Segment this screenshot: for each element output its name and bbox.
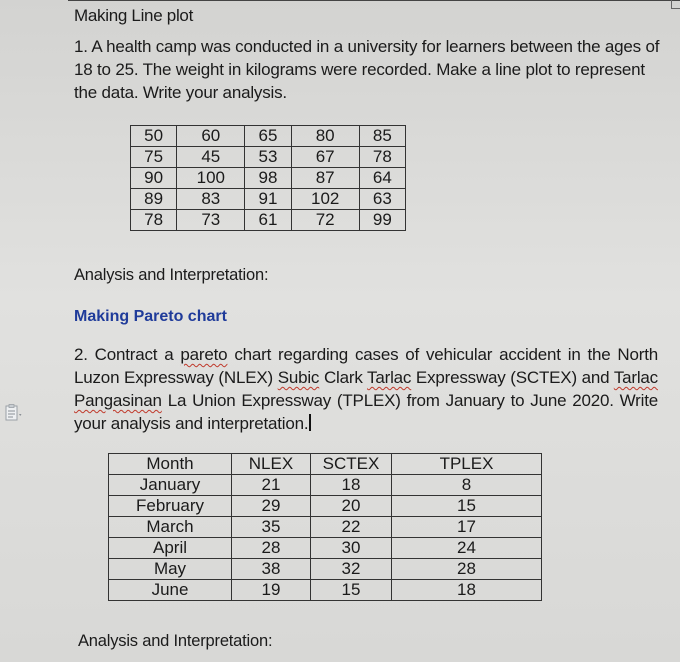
accidents-header-row [109,454,542,475]
month-cell: February [109,496,232,517]
count-cell: 20 [311,496,392,517]
weight-cell: 89 [131,189,177,210]
weight-cell: 78 [131,210,177,231]
count-cell: 22 [311,517,392,538]
q-text-6: La Union Expressway (TPLEX) from January to June 2020. Write your analysis and interpretation. [74,391,658,433]
weight-cell: 98 [245,168,291,189]
page-top-border [68,0,680,1]
weight-cell: 102 [291,189,359,210]
month-cell: April [109,538,232,559]
section2-question [74,343,658,435]
weight-cell: 85 [359,126,405,147]
weights-row [131,210,406,231]
section1-title: Making Line plot [74,6,193,25]
text-cursor [309,414,311,431]
spellcheck-tarlac-1[interactable]: Tarlac [367,368,412,387]
weight-cell: 61 [245,210,291,231]
month-cell: March [109,517,232,538]
spellcheck-tarlac-2[interactable]: Tarlac [613,368,658,387]
q-text-4: Expressway (SCTEX) and [411,368,614,387]
weight-cell: 80 [291,126,359,147]
weight-cell: 91 [245,189,291,210]
section1-analysis-label: Analysis and Interpretation: [74,266,269,284]
weights-row [131,168,406,189]
weights-row [131,189,406,210]
count-cell: 28 [392,559,542,580]
q-text-2: chart regarding cases of vehicular accident in the North Luzon Expressway (NLEX) [74,345,658,387]
weight-cell: 64 [359,168,405,189]
spellcheck-subic[interactable]: Subic [277,368,320,387]
count-cell: 15 [392,496,542,517]
accidents-row [109,496,542,517]
weight-cell: 63 [359,189,405,210]
column-header: SCTEX [311,454,392,475]
count-cell: 32 [311,559,392,580]
weight-cell: 73 [177,210,245,231]
month-cell: January [109,475,232,496]
count-cell: 30 [311,538,392,559]
weight-cell: 83 [177,189,245,210]
q-text-3: Clark [319,368,368,387]
weight-cell: 90 [131,168,177,189]
count-cell: 15 [311,580,392,601]
weight-cell: 99 [359,210,405,231]
weight-cell: 75 [131,147,177,168]
count-cell: 19 [232,580,311,601]
weight-cell: 50 [131,126,177,147]
weight-cell: 53 [245,147,291,168]
weight-cell: 87 [291,168,359,189]
weight-cell: 72 [291,210,359,231]
column-header: NLEX [232,454,311,475]
weights-table [130,125,406,231]
month-cell: June [109,580,232,601]
spellcheck-pareto[interactable]: pareto [180,345,228,364]
column-header: TPLEX [392,454,542,475]
count-cell: 8 [392,475,542,496]
accidents-row [109,538,542,559]
count-cell: 29 [232,496,311,517]
weight-cell: 65 [245,126,291,147]
weight-cell: 60 [177,126,245,147]
accidents-table [108,453,542,601]
section2-title: Making Pareto chart [74,308,227,325]
count-cell: 21 [232,475,311,496]
accidents-row [109,475,542,496]
count-cell: 28 [232,538,311,559]
section1-question: 1. A health camp was conducted in a university for learners between the ages of 18 to 25. The weight in kilograms were recorded. Make a line plot to represent the data. Write your analysis. [74,37,660,102]
count-cell: 35 [232,517,311,538]
count-cell: 18 [311,475,392,496]
accidents-row [109,580,542,601]
accidents-row [109,559,542,580]
count-cell: 38 [232,559,311,580]
page-corner-mark [671,0,680,9]
weights-row [131,147,406,168]
weight-cell: 100 [177,168,245,189]
month-cell: May [109,559,232,580]
weight-cell: 78 [359,147,405,168]
weights-row [131,126,406,147]
paste-options-icon[interactable] [4,403,24,423]
spellcheck-pangasinan[interactable]: Pangasinan [74,391,162,410]
section2-analysis-label: Analysis and Interpretation: [78,632,273,650]
q-text-1: 2. Contract a [74,345,181,364]
column-header: Month [109,454,232,475]
accidents-row [109,517,542,538]
count-cell: 17 [392,517,542,538]
count-cell: 18 [392,580,542,601]
weight-cell: 67 [291,147,359,168]
count-cell: 24 [392,538,542,559]
weight-cell: 45 [177,147,245,168]
